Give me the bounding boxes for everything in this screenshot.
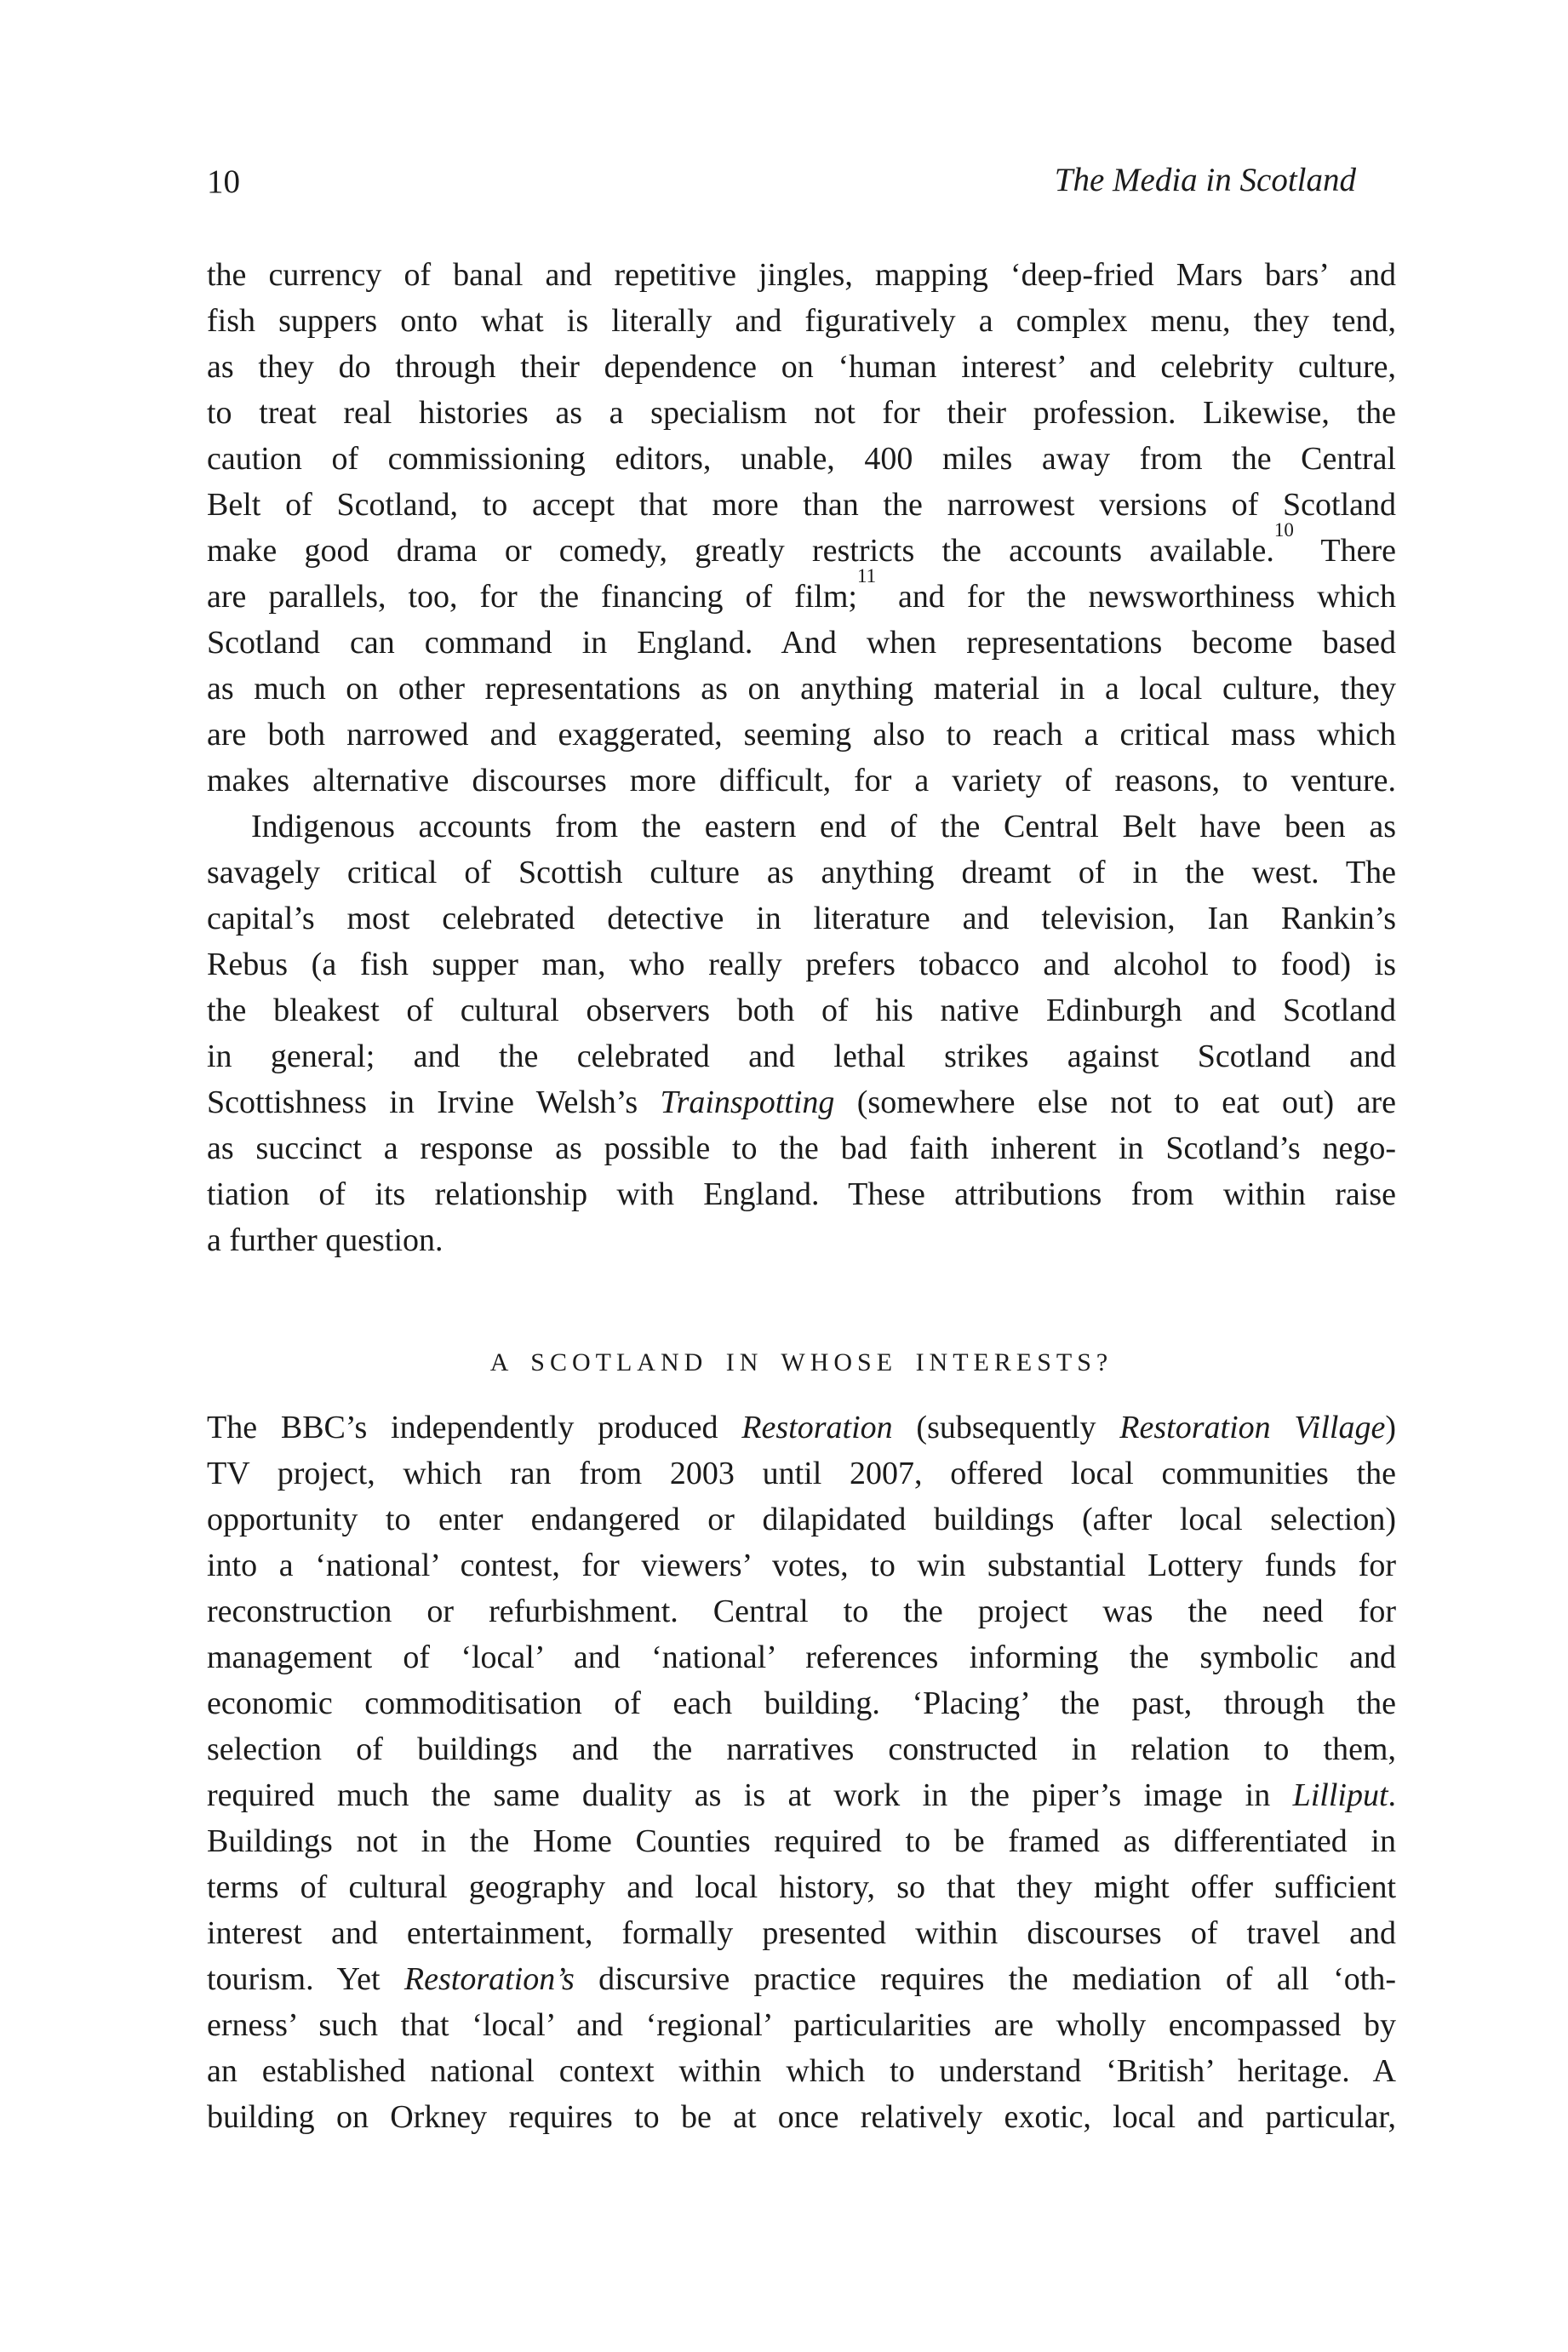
text-line: Rebus (a fish supper man, who really prefers tobacco and alcohol to food) is	[207, 947, 1396, 982]
text-line: building on Orkney requires to be at once relatively exotic, local and particular,	[207, 2099, 1396, 2135]
text-line: to treat real histories as a specialism not for their profession. Likewise, the	[207, 395, 1396, 431]
paragraph	[207, 1405, 1396, 2140]
footnote-reference: 10	[1273, 519, 1294, 541]
text-line: a further question.	[207, 1222, 444, 1258]
text-line: TV project, which ran from 2003 until 2007, offered local communities the	[207, 1456, 1396, 1491]
text-line: Buildings not in the Home Counties required to be framed as differentiated in	[207, 1823, 1396, 1859]
text-line: opportunity to enter endangered or dilapidated buildings (after local selection)	[207, 1502, 1396, 1537]
text-line: the currency of banal and repetitive jingles, mapping ‘deep-fried Mars bars’ and	[207, 257, 1396, 293]
paragraph	[207, 252, 1396, 804]
page-number: 10	[207, 163, 240, 200]
text-line: savagely critical of Scottish culture as anything dreamt of in the west. The	[207, 855, 1396, 890]
text-line: terms of cultural geography and local history, so that they might offer sufficient	[207, 1869, 1396, 1905]
paragraph	[207, 804, 1396, 1263]
text-line: erness’ such that ‘local’ and ‘regional’ particularities are wholly encompassed by	[207, 2007, 1396, 2043]
text-line: as they do through their dependence on ‘human interest’ and celebrity culture,	[207, 349, 1396, 385]
running-header: The Media in Scotland	[1054, 162, 1356, 198]
text-line: are parallels, too, for the financing of film;$^{11}$ and for the newsworthiness which	[207, 565, 1397, 615]
text-line: are both narrowed and exaggerated, seeming also to reach a critical mass which	[207, 717, 1396, 753]
text-line: makes alternative discourses more difficult, for a variety of reasons, to venture.	[207, 763, 1396, 798]
text-line: capital’s most celebrated detective in literature and television, Ian Rankin’s	[207, 901, 1396, 936]
text-line: make good drama or comedy, greatly restricts the accounts available.$^{10}$ There	[207, 519, 1396, 569]
text-line: caution of commissioning editors, unable, 400 miles away from the Central	[207, 441, 1396, 477]
text-line: Indigenous accounts from the eastern end of the Central Belt have been as	[251, 809, 1396, 844]
text-line: as much on other representations as on anything material in a local culture, they	[207, 671, 1396, 707]
text-line: fish suppers onto what is literally and figuratively a complex menu, they tend,	[207, 303, 1396, 339]
text-line: Scotland can command in England. And when representations become based	[207, 625, 1396, 661]
text-line: Belt of Scotland, to accept that more than the narrowest versions of Scotland	[207, 487, 1396, 523]
text-line: The BBC’s independently produced Restoration (subsequently Restoration Village)	[207, 1410, 1397, 1445]
text-line: economic commoditisation of each building. ‘Placing’ the past, through the	[207, 1685, 1396, 1721]
section-heading: A SCOTLAND IN WHOSE INTERESTS?	[489, 1348, 1113, 1376]
text-line: an established national context within which to understand ‘British’ heritage. A	[207, 2053, 1396, 2089]
text-line: interest and entertainment, formally presented within discourses of travel and	[207, 1915, 1396, 1951]
text-line: the bleakest of cultural observers both of his native Edinburgh and Scotland	[207, 993, 1396, 1028]
text-line: tourism. Yet Restoration’s discursive practice requires the mediation of all ‘oth-	[207, 1961, 1396, 1997]
footnote-reference: 11	[856, 565, 877, 587]
text-block	[207, 252, 1396, 2140]
text-line: Scottishness in Irvine Welsh’s Trainspotting (somewhere else not to eat out) are	[207, 1084, 1397, 1120]
text-line: as succinct a response as possible to the bad faith inherent in Scotland’s nego-	[207, 1130, 1396, 1166]
text-line: into a ‘national’ contest, for viewers’ votes, to win substantial Lottery funds for	[207, 1548, 1396, 1583]
text-line: in general; and the celebrated and lethal strikes against Scotland and	[207, 1039, 1396, 1074]
text-line: tiation of its relationship with England. These attributions from within raise	[207, 1176, 1396, 1212]
text-line: management of ‘local’ and ‘national’ references informing the symbolic and	[207, 1640, 1396, 1675]
text-line: selection of buildings and the narratives constructed in relation to them,	[207, 1731, 1396, 1767]
text-line: reconstruction or refurbishment. Central to the project was the need for	[207, 1594, 1396, 1629]
text-line: required much the same duality as is at work in the piper’s image in Lilliput.	[207, 1777, 1396, 1813]
